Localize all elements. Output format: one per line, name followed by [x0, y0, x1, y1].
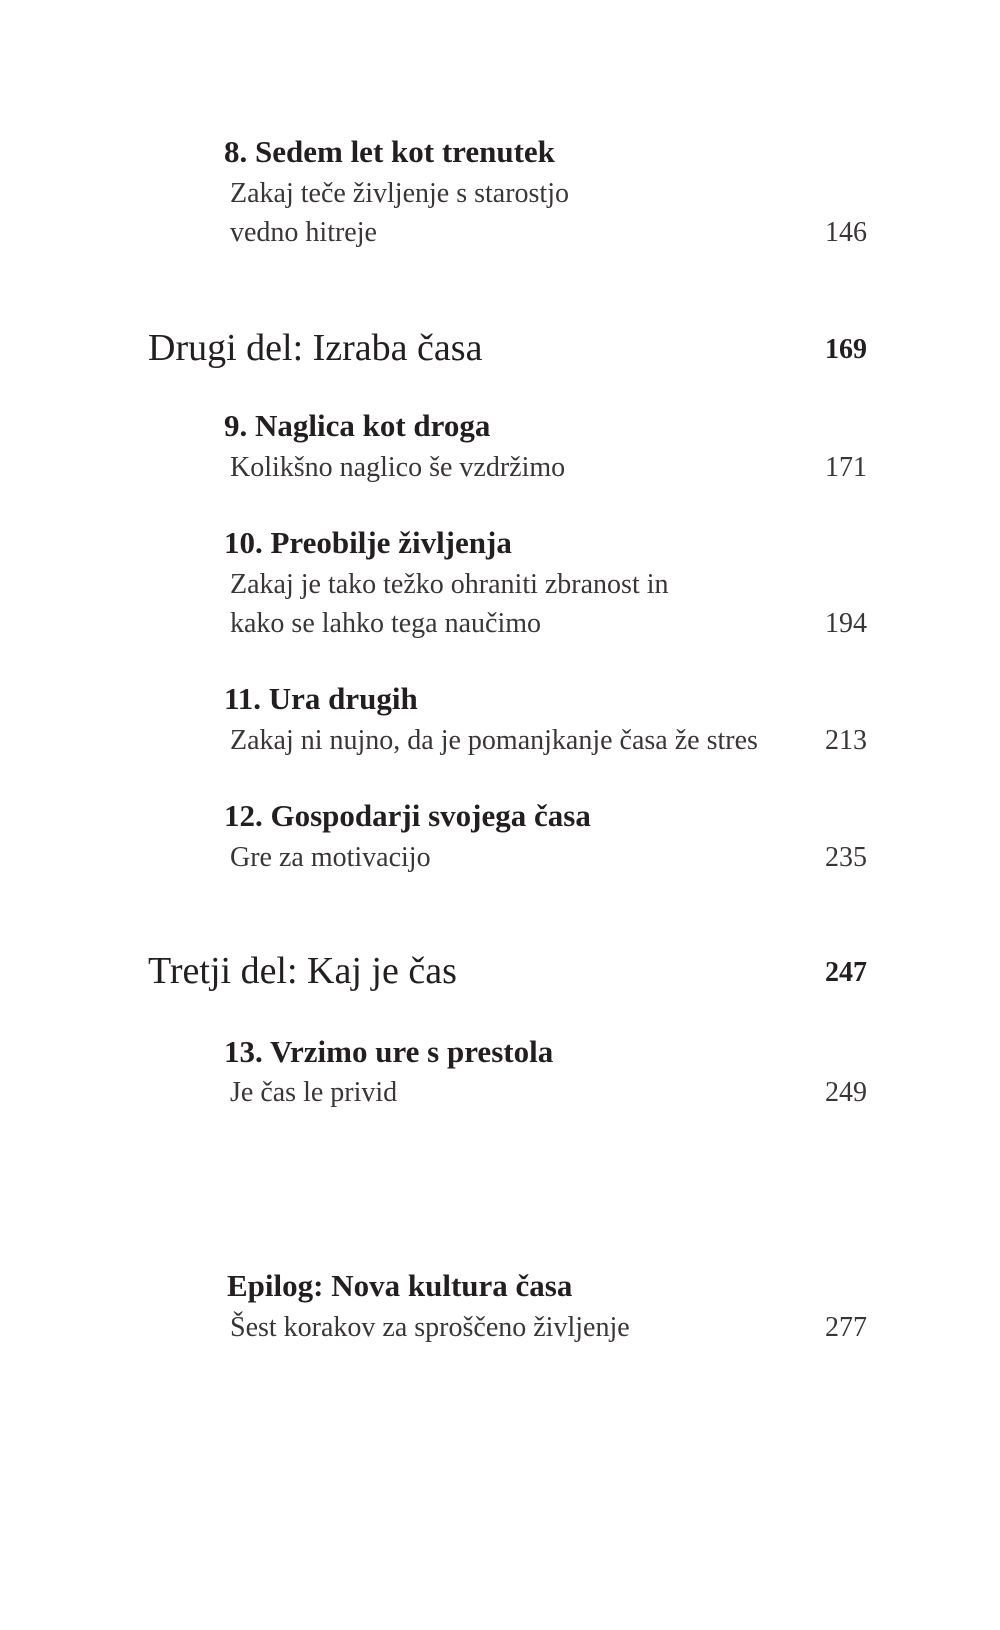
chapter-title: 11. Ura drugih	[224, 681, 418, 716]
chapter-subtitle: kako se lahko tega naučimo	[230, 608, 542, 639]
chapter-title: 10. Preobilje življenja	[224, 525, 512, 560]
page-number: 169	[825, 334, 867, 365]
chapter-subtitle: Gre za motivacijo	[230, 842, 431, 873]
page-number: 213	[825, 725, 867, 756]
chapter-title: 12. Gospodarji svojega časa	[224, 798, 591, 833]
chapter-title: 8. Sedem let kot trenutek	[224, 134, 555, 169]
epilog-subtitle: Šest korakov za sproščeno življenje	[230, 1312, 630, 1343]
chapter-subtitle: Kolikšno naglico še vzdržimo	[230, 452, 566, 483]
chapter-subtitle: Zakaj ni nujno, da je pomanjkanje časa že stres	[230, 725, 758, 756]
page-number: 235	[825, 842, 867, 873]
page-number: 171	[825, 452, 867, 483]
epilog-title: Epilog: Nova kultura časa	[227, 1268, 573, 1303]
chapter-title: 13. Vrzimo ure s prestola	[224, 1034, 554, 1069]
page-number: 247	[825, 957, 867, 988]
page-number: 277	[825, 1312, 867, 1343]
part-title: Tretji del: Kaj je čas	[148, 950, 457, 992]
chapter-subtitle: Zakaj je tako težko ohraniti zbranost in	[230, 569, 669, 600]
chapter-title: 9. Naglica kot droga	[224, 408, 491, 443]
page-number: 194	[825, 608, 867, 639]
chapter-subtitle: Zakaj teče življenje s starostjo	[230, 178, 569, 209]
page-number: 146	[825, 217, 867, 248]
page-number: 249	[825, 1077, 867, 1108]
chapter-subtitle: Je čas le privid	[230, 1077, 398, 1108]
part-title: Drugi del: Izraba časa	[148, 327, 483, 369]
chapter-subtitle: vedno hitreje	[230, 217, 377, 248]
